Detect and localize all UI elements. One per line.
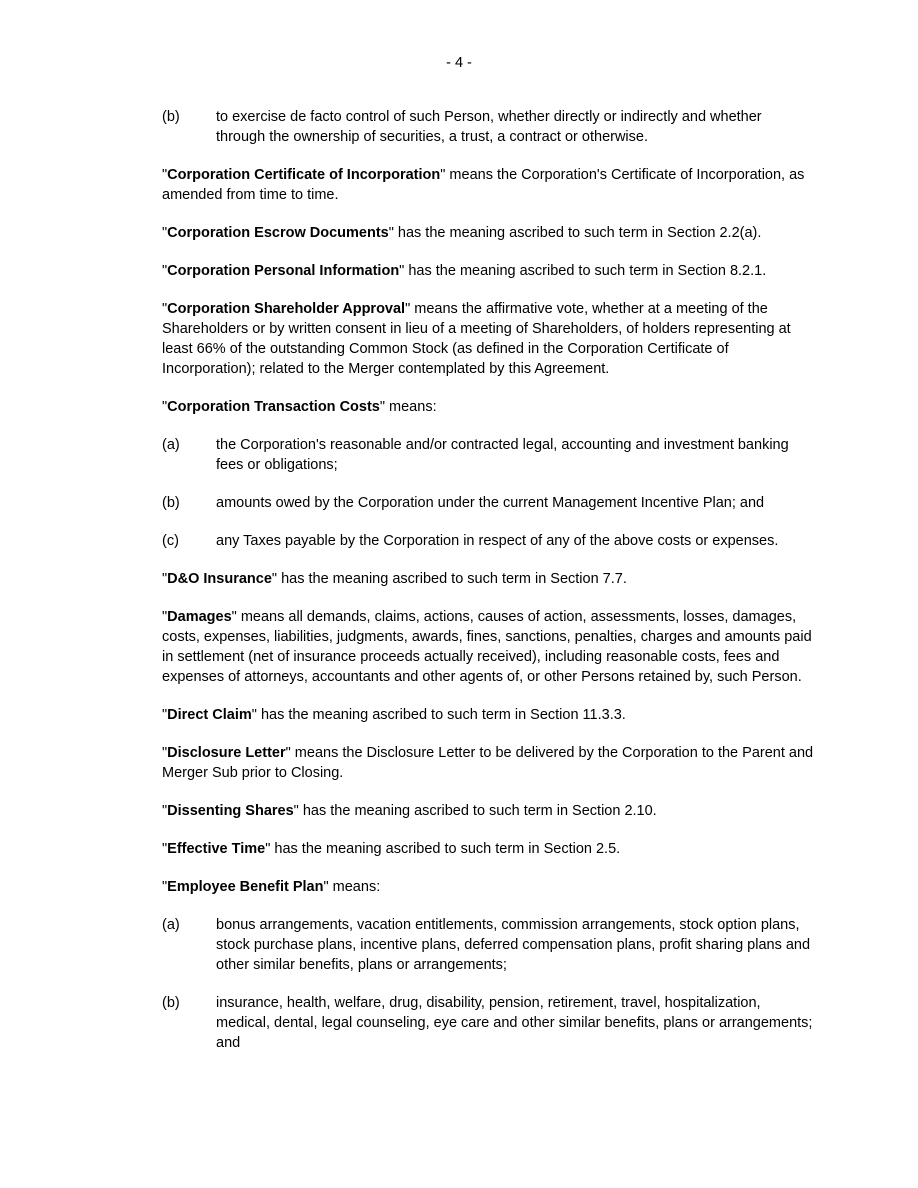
definition-paragraph: "Damages" means all demands, claims, actions, causes of action, assessments, losses, damages, costs, expenses, liabilities, judgments, awards, fines, sanctions, penalties, charges and amounts paid in settlement (net of insurance proceeds actually received), including reasonable costs, fees and expenses of attorneys, accountants and other agents of, or other Persons retained by, such Person. [162,609,812,685]
definition-paragraph: "Corporation Shareholder Approval" means the affirmative vote, whether at a meeting of the Shareholders or by written consent in lieu of a meeting of Shareholders, of holders representing at least 66% of the outstanding Common Stock (as defined in the Corporation Certificate of Incorporation); related to the Merger contemplated by this Agreement. [162,301,791,377]
defined-term: Employee Benefit Plan [167,879,324,895]
item-text: insurance, health, welfare, drug, disability, pension, retirement, travel, hospitalization, medical, dental, legal counseling, eye care and other similar benefits, plans or arrangements; and [216,995,813,1051]
item-text: the Corporation's reasonable and/or contracted legal, accounting and investment banking fees or obligations; [216,437,789,473]
document-body [162,107,814,1071]
item-text: bonus arrangements, vacation entitlements, commission arrangements, stock option plans, stock purchase plans, incentive plans, deferred compensation plans, profit sharing plans and other similar benefits, plans or arrangements; [216,917,811,973]
list-item [162,531,814,551]
definition-paragraph: "Corporation Certificate of Incorporation" means the Corporation's Certificate of Incorporation, as amended from time to time. [162,167,805,203]
item-label: (a) [162,437,180,453]
item-label: (b) [162,995,180,1011]
definition-paragraph: "Disclosure Letter" means the Disclosure Letter to be delivered by the Corporation to the Parent and Merger Sub prior to Closing. [162,745,814,781]
list-item [162,435,814,475]
list-item [162,493,814,513]
definition-paragraph: "D&O Insurance" has the meaning ascribed to such term in Section 7.7. [162,571,627,587]
defined-term: Effective Time [167,841,266,857]
list-item [162,993,814,1053]
definition-paragraph: "Direct Claim" has the meaning ascribed to such term in Section 11.3.3. [162,707,626,723]
item-label: (b) [162,495,180,511]
defined-term: Corporation Shareholder Approval [167,301,406,317]
defined-term: Dissenting Shares [167,803,294,819]
definition-text: has the meaning ascribed to such term in Section 7.7. [277,571,627,587]
definition-text: means all demands, claims, actions, causes of action, assessments, losses, damages, costs, expenses, liabilities, judgments, awards, fines, sanctions, penalties, charges and amounts paid in settlement (net of insurance proceeds actually received), including reasonable costs, fees and expenses of attorneys, accountants and other agents of, or other Persons retained by, such Person. [162,609,812,685]
item-label: (c) [162,533,179,549]
definition-text: has the meaning ascribed to such term in Section 2.10. [298,803,657,819]
defined-term: Corporation Escrow Documents [167,225,389,241]
page-number: - 4 - [446,55,472,71]
defined-term: Disclosure Letter [167,745,286,761]
item-label: (b) [162,109,180,125]
list-item [162,915,814,975]
defined-term: Corporation Transaction Costs [167,399,380,415]
item-text: to exercise de facto control of such Person, whether directly or indirectly and whether through the ownership of securities, a trust, a contract or otherwise. [216,109,762,145]
item-label: (a) [162,917,180,933]
defined-term: Direct Claim [167,707,252,723]
defined-term: Corporation Personal Information [167,263,400,279]
definition-text: means the affirmative vote, whether at a meeting of the Shareholders or by written consent in lieu of a meeting of Shareholders, of holders representing at least 66% of the outstanding Common Stock (as defined in the Corporation Certificate of Incorporation); related to the Merger contemplated by this Agreement. [162,301,791,377]
definition-paragraph: "Corporation Transaction Costs" means: [162,399,437,415]
definition-paragraph: "Dissenting Shares" has the meaning ascribed to such term in Section 2.10. [162,803,657,819]
defined-term: D&O Insurance [167,571,272,587]
definition-text: means: [328,879,381,895]
definition-text: has the meaning ascribed to such term in Section 8.2.1. [404,263,767,279]
defined-term: Damages [167,609,232,625]
definition-paragraph: "Corporation Personal Information" has the meaning ascribed to such term in Section 8.2.1. [162,263,767,279]
definition-text: means the Disclosure Letter to be delivered by the Corporation to the Parent and Merger Sub prior to Closing. [162,745,814,781]
definition-text: means the Corporation's Certificate of Incorporation, as amended from time to time. [162,167,805,203]
definition-text: has the meaning ascribed to such term in Section 2.5. [270,841,621,857]
definition-text: means: [385,399,437,415]
item-text: any Taxes payable by the Corporation in respect of any of the above costs or expenses. [216,533,779,549]
definition-text: has the meaning ascribed to such term in Section 11.3.3. [256,707,626,723]
list-item [162,107,814,147]
item-text: amounts owed by the Corporation under the current Management Incentive Plan; and [216,495,765,511]
definition-paragraph: "Corporation Escrow Documents" has the meaning ascribed to such term in Section 2.2(a). [162,225,762,241]
definition-paragraph: "Effective Time" has the meaning ascribed to such term in Section 2.5. [162,841,621,857]
definition-text: has the meaning ascribed to such term in Section 2.2(a). [393,225,762,241]
definition-paragraph: "Employee Benefit Plan" means: [162,879,381,895]
defined-term: Corporation Certificate of Incorporation [167,167,441,183]
